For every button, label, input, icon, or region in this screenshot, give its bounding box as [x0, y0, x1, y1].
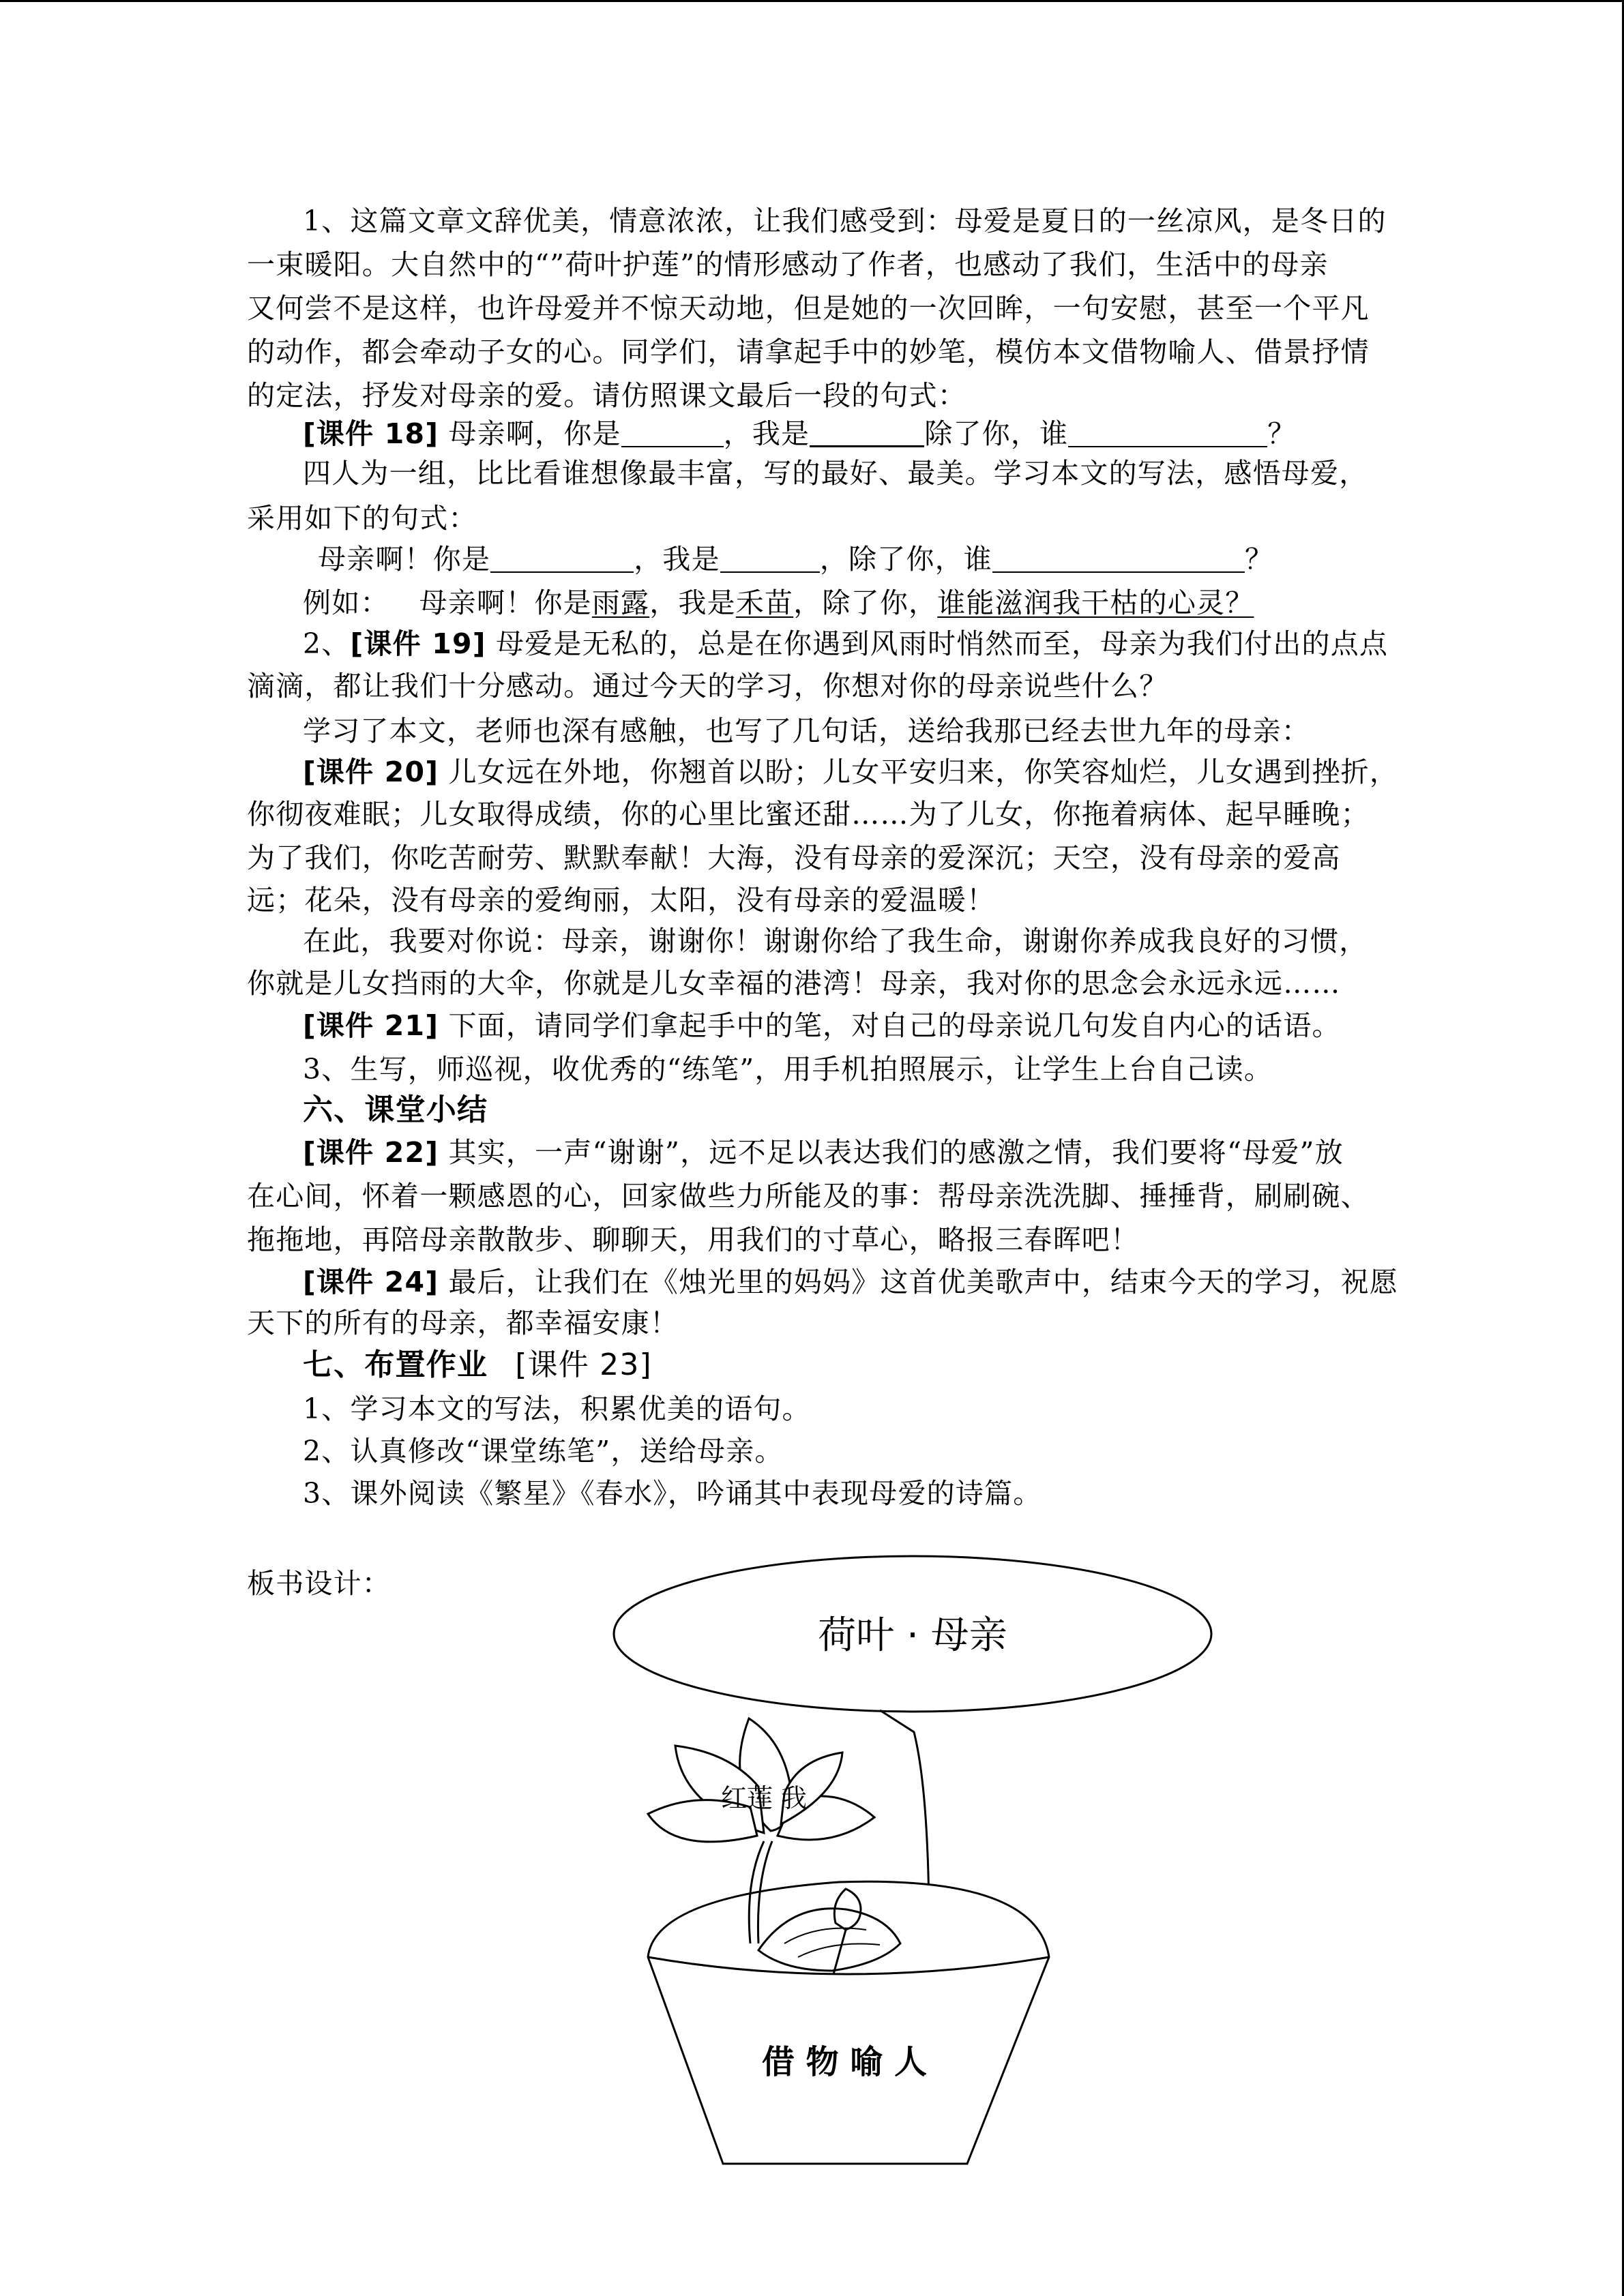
heading-text: 七、布置作业: [303, 1347, 488, 1382]
example-text: 母亲啊！你是: [419, 586, 592, 619]
text-line: 为了我们，你吃苦耐劳、默默奉献！大海，没有母亲的爱深沉；天空，没有母亲的爱高: [247, 841, 1341, 874]
prompt-text: ？: [1267, 417, 1297, 450]
text-line: 你就是儿女挡雨的大伞，你就是儿女幸福的港湾！母亲，我对你的思念会永远永远……: [247, 967, 1341, 1000]
example-label: 例如：: [303, 586, 389, 619]
text-line: 滴滴，都让我们十分感动。通过今天的学习，你想对你的母亲说些什么？: [247, 670, 1168, 702]
text-line: 3、生写，师巡视，收优秀的“练笔”，用手机拍照展示，让学生上台自己读。: [303, 1053, 1273, 1086]
example-underlined: 雨露: [591, 586, 650, 619]
body-text: 下面，请同学们拿起手中的笔，对自己的母亲说几句发自内心的话语。: [439, 1009, 1341, 1042]
courseware-tag: [课件 22]: [303, 1136, 439, 1169]
prompt-text: 除了你，谁: [924, 417, 1069, 450]
text-line: 又何尝不是这样，也许母爱并不惊天动地，但是她的一次回眸，一句安慰，甚至一个平凡: [247, 292, 1370, 325]
prompt-text: ，我是: [723, 417, 810, 450]
text-line: 一束暖阳。大自然中的“”荷叶护莲”的情形感动了作者，也感动了我们，生活中的母亲: [247, 248, 1329, 281]
flower-label: 红莲 我: [720, 1783, 808, 1813]
bowl: [648, 1881, 1049, 2164]
courseware-tag: [课件 20]: [303, 756, 439, 788]
text-line: 的定法，抒发对母亲的爱。请仿照课文最后一段的句式：: [247, 379, 966, 412]
board-design-label: 板书设计：: [247, 1567, 391, 1600]
text-line: 拖拖地，再陪母亲散散步、聊聊天，用我们的寸草心，略报三春晖吧！: [247, 1223, 1140, 1256]
courseware-tag: [课件 24]: [303, 1266, 439, 1298]
body-text: 母爱是无私的，总是在你遇到风雨时悄然而至，母亲为我们付出的点点: [486, 627, 1389, 660]
homework-item: 1、学习本文的写法，积累优美的语句。: [303, 1392, 811, 1425]
body-text: 其实，一声“谢谢”，远不足以表达我们的感激之情，我们要将“母爱”放: [439, 1136, 1344, 1169]
example-underlined: 禾苗: [735, 586, 794, 619]
courseware-tag: [课件 23]: [515, 1347, 652, 1382]
pattern-text: ？: [1245, 543, 1274, 576]
courseware-tag: [课件 21]: [303, 1009, 439, 1042]
homework-item: 2、认真修改“课堂练笔”，送给母亲。: [303, 1435, 784, 1467]
section-heading-summary: 六、课堂小结: [303, 1092, 488, 1127]
example-text: ，我是: [649, 586, 736, 619]
pattern-text: 母亲啊！你是: [318, 543, 491, 576]
body-text: 儿女远在外地，你翘首以盼；儿女平安归来，你笑容灿烂，儿女遇到挫折，: [439, 756, 1399, 788]
text-line: 你彻夜难眠；儿女取得成绩，你的心里比蜜还甜……为了儿女，你拖着病体、起早睡晚；: [247, 798, 1370, 831]
text-line: 1、这篇文章文辞优美，情意浓浓，让我们感受到：母爱是夏日的一丝凉风，是冬日的: [303, 205, 1387, 237]
bowl-label: 借 物 喻 人: [761, 2043, 928, 2081]
text-line: 在此，我要对你说：母亲，谢谢你！谢谢你给了我生命，谢谢你养成我良好的习惯，: [303, 925, 1368, 957]
text-line: 采用如下的句式：: [247, 502, 477, 535]
text-line: 四人为一组，比比看谁想像最丰富，写的最好、最美。学习本文的写法，感悟母爱，: [303, 457, 1368, 490]
body-text: 最后，让我们在《烛光里的妈妈》这首优美歌声中，结束今天的学习，祝愿: [439, 1266, 1399, 1298]
text-line: 远；花朵，没有母亲的爱绚丽，太阳，没有母亲的爱温暖！: [247, 884, 996, 916]
text-line: 天下的所有的母亲，都幸福安康！: [247, 1307, 679, 1339]
text-line: 在心间，怀着一颗感恩的心，回家做些力所能及的事：帮母亲洗洗脚、捶捶背，刷刷碗、: [247, 1180, 1370, 1212]
homework-item: 3、课外阅读《繁星》《春水》，吟诵其中表现母爱的诗篇。: [303, 1477, 1042, 1510]
text-line: 学习了本文，老师也深有感触，也写了几句话，送给我那已经去世九年的母亲：: [303, 715, 1310, 747]
example-text: ，除了你，: [793, 586, 938, 619]
prompt-text: 母亲啊，你是: [439, 417, 621, 450]
item-number: 2、: [303, 627, 351, 660]
text-line: 的动作，都会牵动子女的心。同学们，请拿起手中的妙笔，模仿本文借物喻人、借景抒情: [247, 336, 1370, 368]
courseware-tag: [课件 18]: [303, 417, 439, 450]
pattern-text: ，除了你，谁: [819, 543, 993, 576]
board-title: 荷叶 · 母亲: [818, 1613, 1007, 1658]
courseware-tag: [课件 19]: [350, 627, 486, 660]
pattern-text: ，我是: [634, 543, 720, 576]
example-underlined: 谁能滋润我干枯的心灵？: [937, 586, 1254, 619]
